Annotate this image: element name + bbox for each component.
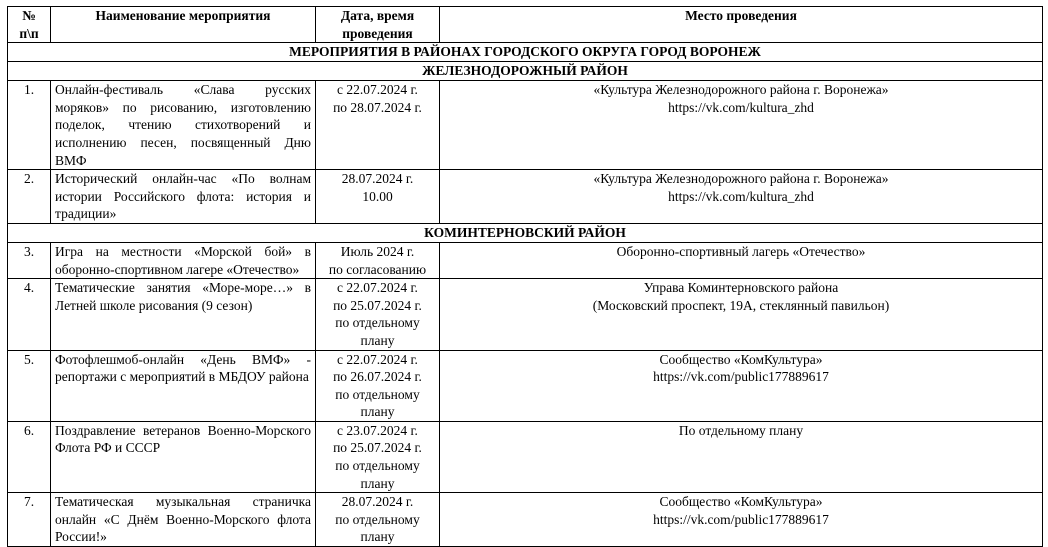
district-heading: ЖЕЛЕЗНОДОРОЖНЫЙ РАЙОН [8,62,1043,81]
col-header-num: № п\п [8,7,51,43]
event-name: Игра на местности «Морской бой» в оборонно-спортивном лагере «Отечество» [51,242,316,278]
event-date [316,81,440,170]
main-heading-row [8,43,1043,62]
date-line: 28.07.2024 г. [341,494,414,510]
district-heading-row [8,62,1043,81]
date-line: 10.00 [362,188,393,204]
event-name: Тематическая музыкальная страничка онлайн «С Днём Военно-Морского флота России!» [51,493,316,547]
event-date [316,242,440,278]
main-heading: МЕРОПРИЯТИЯ В РАЙОНАХ ГОРОДСКОГО ОКРУГА ГОРОД ВОРОНЕЖ [8,43,1043,62]
event-place [440,279,1043,350]
events-document [7,6,1043,547]
date-line: с 22.07.2024 г. [337,351,418,367]
date-line: с 22.07.2024 г. [337,82,418,98]
events-table [7,6,1043,547]
table-row [8,421,1043,492]
district-heading-row [8,223,1043,242]
date-line: по 25.07.2024 г. [333,297,422,313]
place-line: По отдельному плану [678,422,804,438]
row-number: 7. [8,493,51,547]
date-line: по 26.07.2024 г. [333,369,422,385]
table-header-row [8,7,1043,43]
table-row [8,81,1043,170]
date-line: по отдельному плану [335,315,420,348]
table-row [8,279,1043,350]
place-line: Оборонно-спортивный лагерь «Отечество» [616,243,866,259]
event-place [440,170,1043,224]
date-line: Июль 2024 г. [340,243,415,259]
event-date [316,170,440,224]
event-place [440,242,1043,278]
event-name: Исторический онлайн-час «По волнам истории Российского флота: история и традиции» [51,170,316,224]
event-name: Онлайн-фестиваль «Слава русских моряков» по рисованию, изготовлению поделок, чтению стихотворений и исполнению песен, посвященный Дню ВМФ [51,81,316,170]
place-line: «Культура Железнодорожного района г. Воронежа» [593,171,889,187]
place-line: Сообщество «КомКультура» [659,351,823,367]
row-number: 2. [8,170,51,224]
event-date [316,279,440,350]
event-place [440,493,1043,547]
table-row [8,242,1043,278]
event-place [440,350,1043,421]
date-line: по 28.07.2024 г. [333,99,422,115]
date-line: с 22.07.2024 г. [337,280,418,296]
event-name: Поздравление ветеранов Военно-Морского Флота РФ и СССР [51,421,316,492]
place-line: Управа Коминтерновского района [643,280,839,296]
event-place [440,81,1043,170]
place-line: Сообщество «КомКультура» [659,494,823,510]
col-header-date: Дата, время проведения [316,7,440,43]
date-line: по отдельному плану [335,511,420,545]
date-line: с 23.07.2024 г. [337,422,418,438]
event-name: Тематические занятия «Море-море…» в Летней школе рисования (9 сезон) [51,279,316,350]
date-line: по отдельному плану [335,386,420,420]
event-name: Фотофлешмоб-онлайн «День ВМФ» - репортажи с мероприятий в МБДОУ района [51,350,316,421]
event-date [316,493,440,547]
row-number: 4. [8,279,51,350]
event-date [316,350,440,421]
table-row [8,350,1043,421]
row-number: 6. [8,421,51,492]
place-link: https://vk.com/public177889617 [653,511,829,527]
place-link: https://vk.com/kultura_zhd [668,99,814,115]
date-line: 28.07.2024 г. [341,171,414,187]
col-header-place: Место проведения [440,7,1043,43]
row-number: 1. [8,81,51,170]
row-number: 5. [8,350,51,421]
event-date [316,421,440,492]
table-row [8,170,1043,224]
date-line: по 25.07.2024 г. [333,440,422,456]
col-header-name: Наименование мероприятия [51,7,316,43]
place-line: (Московский проспект, 19А, стеклянный павильон) [592,297,890,313]
row-number: 3. [8,242,51,278]
date-line: по согласованию [328,261,427,277]
event-place [440,421,1043,492]
district-heading: КОМИНТЕРНОВСКИЙ РАЙОН [8,223,1043,242]
place-link: https://vk.com/public177889617 [653,369,829,385]
place-line: «Культура Железнодорожного района г. Воронежа» [593,82,889,98]
place-link: https://vk.com/kultura_zhd [668,188,814,204]
date-line: по отдельному плану [335,458,420,491]
table-row [8,493,1043,547]
